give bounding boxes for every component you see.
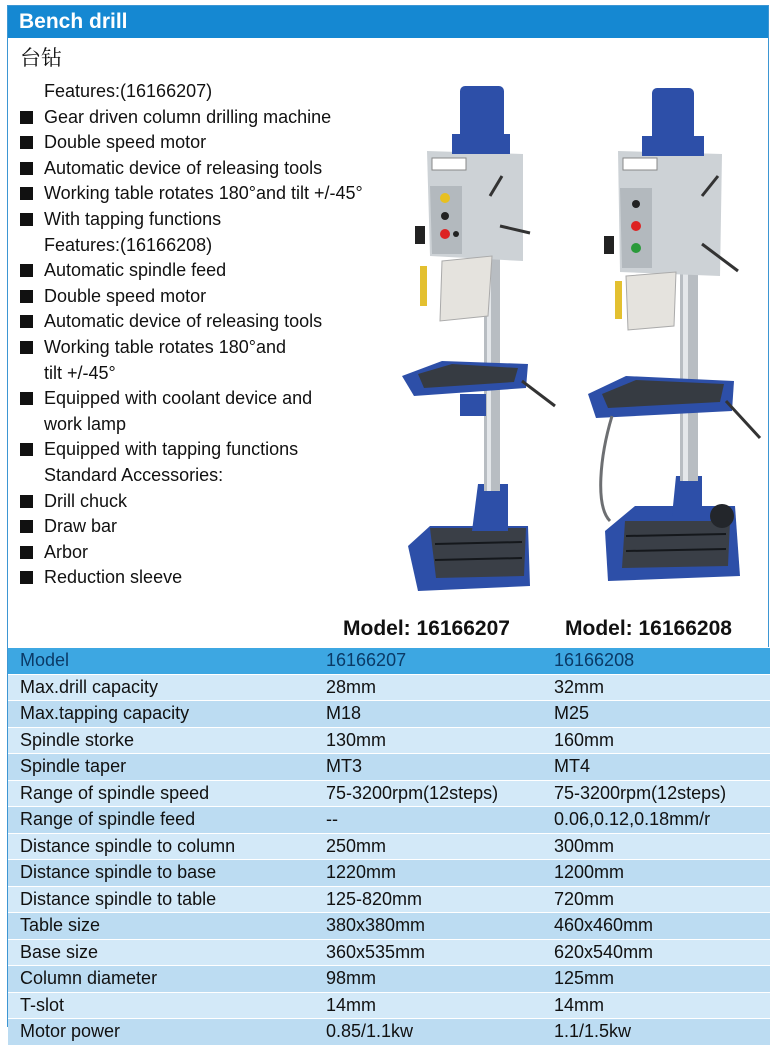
spec-label: Table size	[8, 913, 314, 940]
feature-item: Features:(16166208)	[44, 234, 213, 255]
spec-label: Range of spindle feed	[8, 807, 314, 834]
title-bar	[8, 6, 768, 38]
feature-item: Equipped with tapping functions	[19, 437, 419, 463]
spec-label: Distance spindle to table	[8, 886, 314, 913]
feature-item: work lamp	[44, 413, 127, 434]
spec-value: --	[314, 807, 542, 834]
feature-list	[19, 79, 419, 591]
spec-label: T-slot	[8, 992, 314, 1019]
spec-row	[8, 966, 770, 993]
page-title: Bench drill	[19, 10, 128, 33]
feature-item: Double speed motor	[19, 130, 419, 156]
feature-item: Working table rotates 180°and tilt +/-45°	[19, 181, 419, 207]
feature-item: Reduction sleeve	[19, 565, 419, 591]
spec-row	[8, 780, 770, 807]
spec-value: 1200mm	[542, 860, 770, 887]
feature-item: Draw bar	[19, 514, 419, 540]
spec-row	[8, 754, 770, 781]
spec-label: Distance spindle to base	[8, 860, 314, 887]
spec-label: Distance spindle to column	[8, 833, 314, 860]
feature-item: Equipped with coolant device and	[19, 386, 419, 412]
feature-item: With tapping functions	[19, 207, 419, 233]
spec-row	[8, 886, 770, 913]
spec-value: 380x380mm	[314, 913, 542, 940]
spec-label: Range of spindle speed	[8, 780, 314, 807]
feature-item: Drill chuck	[19, 489, 419, 515]
spec-value: 720mm	[542, 886, 770, 913]
spec-value: 28mm	[314, 674, 542, 701]
feature-item: Automatic spindle feed	[19, 258, 419, 284]
spec-row	[8, 992, 770, 1019]
spec-value: 32mm	[542, 674, 770, 701]
spec-row	[8, 860, 770, 887]
feature-item: Automatic device of releasing tools	[19, 156, 419, 182]
spec-value: 250mm	[314, 833, 542, 860]
spec-value: 1220mm	[314, 860, 542, 887]
spec-value: MT4	[542, 754, 770, 781]
spec-label: Max.drill capacity	[8, 674, 314, 701]
spec-row	[8, 913, 770, 940]
feature-item: Standard Accessories:	[44, 464, 224, 485]
spec-value: MT3	[314, 754, 542, 781]
spec-value: 75-3200rpm(12steps)	[314, 780, 542, 807]
feature-item: Features:(16166207)	[44, 81, 213, 101]
feature-item: Gear driven column drilling machine	[19, 105, 419, 131]
spec-value: 14mm	[314, 992, 542, 1019]
model-label-16166208: Model: 16166208	[565, 617, 732, 640]
spec-value: 1.1/1.5kw	[542, 1019, 770, 1045]
feature-item: Arbor	[19, 540, 419, 566]
drill-machine-16166208	[588, 88, 760, 581]
spec-value: M25	[542, 701, 770, 728]
product-card	[7, 5, 769, 1042]
feature-item: Double speed motor	[19, 284, 419, 310]
spec-header-cell: Model	[8, 648, 314, 675]
spec-label: Column diameter	[8, 966, 314, 993]
spec-row	[8, 674, 770, 701]
spec-value: 460x460mm	[542, 913, 770, 940]
drill-machine-16166207	[402, 86, 555, 591]
feature-item: Automatic device of releasing tools	[19, 309, 419, 335]
spec-value: 0.85/1.1kw	[314, 1019, 542, 1045]
spec-value: 130mm	[314, 727, 542, 754]
spec-header-row	[8, 648, 770, 675]
feature-item: Working table rotates 180°and	[19, 335, 419, 361]
bench-drill-photo	[390, 76, 770, 616]
spec-row	[8, 701, 770, 728]
spec-row	[8, 1019, 770, 1045]
spec-label: Spindle storke	[8, 727, 314, 754]
spec-row	[8, 807, 770, 834]
spec-value: 160mm	[542, 727, 770, 754]
spec-row	[8, 727, 770, 754]
spec-value: 360x535mm	[314, 939, 542, 966]
spec-value: 0.06,0.12,0.18mm/r	[542, 807, 770, 834]
spec-value: 125-820mm	[314, 886, 542, 913]
chinese-subtitle: 台钻	[20, 46, 62, 70]
spec-label: Motor power	[8, 1019, 314, 1045]
spec-row	[8, 833, 770, 860]
spec-value: 75-3200rpm(12steps)	[542, 780, 770, 807]
spec-value: 98mm	[314, 966, 542, 993]
spec-value: 14mm	[542, 992, 770, 1019]
feature-item: tilt +/-45°	[44, 362, 116, 383]
spec-value: M18	[314, 701, 542, 728]
spec-header-cell: 16166208	[542, 648, 770, 675]
spec-value: 125mm	[542, 966, 770, 993]
spec-header-cell: 16166207	[314, 648, 542, 675]
spec-label: Base size	[8, 939, 314, 966]
spec-label: Max.tapping capacity	[8, 701, 314, 728]
spec-value: 620x540mm	[542, 939, 770, 966]
spec-row	[8, 939, 770, 966]
spec-table	[8, 647, 770, 1045]
model-label-16166207: Model: 16166207	[343, 617, 510, 640]
spec-label: Spindle taper	[8, 754, 314, 781]
spec-value: 300mm	[542, 833, 770, 860]
